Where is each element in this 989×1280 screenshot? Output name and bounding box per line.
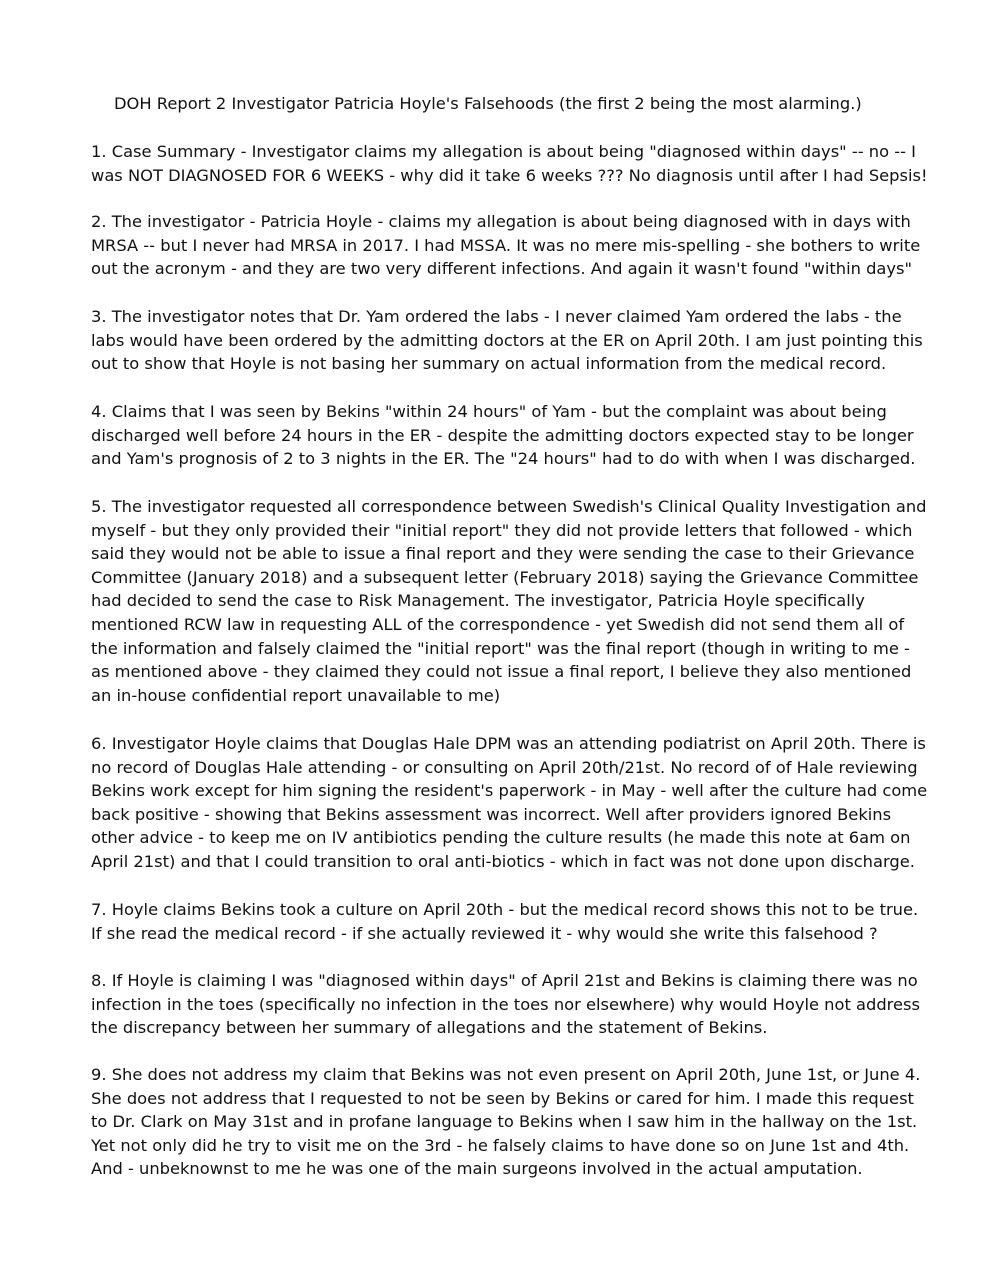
text-line: to Dr. Clark on May 31st and in profane language to Bekins when I saw him in the hallway on the 1st. — [91, 1112, 918, 1132]
document-title: DOH Report 2 Investigator Patricia Hoyle's Falsehoods (the first 2 being the most alarming.) — [114, 94, 862, 113]
paragraph-9 — [91, 1063, 921, 1181]
text-line: Committee (January 2018) and a subsequent letter (February 2018) saying the Grievance Committee — [91, 567, 919, 587]
paragraph-2 — [91, 210, 921, 281]
text-line: discharged well before 24 hours in the ER - despite the admitting doctors expected stay to be longer — [91, 425, 914, 445]
text-line: infection in the toes (specifically no infection in the toes nor elsewhere) why would Hoyle not address — [91, 994, 920, 1014]
text-line: 2. The investigator - Patricia Hoyle - claims my allegation is about being diagnosed with in days with — [91, 212, 911, 231]
paragraph-6 — [91, 732, 928, 874]
text-line: had decided to send the case to Risk Management. The investigator, Patricia Hoyle specifically — [91, 591, 865, 611]
text-line: MRSA -- but I never had MRSA in 2017. I had MSSA. It was no mere mis-spelling - she bothers to write — [91, 235, 921, 255]
text-line: the discrepancy between her summary of allegations and the statement of Bekins. — [91, 1018, 768, 1038]
text-line: 7. Hoyle claims Bekins took a culture on April 20th - but the medical record shows this not to be true. — [91, 900, 919, 919]
text-line: 3. The investigator notes that Dr. Yam ordered the labs - I never claimed Yam ordered the labs - the — [91, 307, 902, 326]
text-line: out the acronym - and they are two very different infections. And again it wasn't found "within days" — [91, 259, 913, 279]
paragraph-4 — [91, 400, 916, 471]
text-line: 5. The investigator requested all correspondence between Swedish's Clinical Quality Investigation and — [91, 497, 927, 516]
text-line: out to show that Hoyle is not basing her summary on actual information from the medical record. — [91, 354, 887, 374]
text-line: mentioned RCW law in requesting ALL of the correspondence - yet Swedish did not send them all of — [91, 614, 905, 634]
paragraph-1 — [91, 140, 928, 187]
text-line: She does not address that I requested to not be seen by Bekins or cared for him. I made this request — [91, 1088, 914, 1108]
text-line: said they would not be able to issue a final report and they were sending the case to their Grievance — [91, 544, 915, 564]
text-line: myself - but they only provided their "initial report" they did not provide letters that followed - which — [91, 520, 913, 540]
paragraph-5 — [91, 495, 927, 707]
text-line: Bekins work except for him signing the resident's paperwork - in May - well after the culture had come — [91, 781, 928, 801]
text-line: 6. Investigator Hoyle claims that Douglas Hale DPM was an attending podiatrist on April 20th. There is — [91, 734, 926, 753]
paragraph-8 — [91, 969, 920, 1040]
text-line: If she read the medical record - if she actually reviewed it - why would she write this falsehood ? — [91, 923, 878, 943]
text-line: the information and falsely claimed the "initial report" was the final report (though in writing to me - — [91, 638, 910, 658]
text-line: And - unbeknownst to me he was one of the main surgeons involved in the actual amputation. — [91, 1159, 863, 1179]
text-line: 8. If Hoyle is claiming I was "diagnosed within days" of April 21st and Bekins is claiming there was no — [91, 971, 918, 990]
text-line: Yet not only did he try to visit me on the 3rd - he falsely claims to have done so on June 1st and 4th. — [91, 1135, 910, 1155]
text-line: labs would have been ordered by the admitting doctors at the ER on April 20th. I am just pointing this — [91, 330, 923, 350]
text-line: 1. Case Summary - Investigator claims my allegation is about being "diagnosed within days" -- no -- I — [91, 142, 916, 161]
paragraph-7 — [91, 898, 919, 945]
text-line: April 21st) and that I could transition to oral anti-biotics - which in fact was not done upon discharge. — [91, 851, 915, 871]
text-line: no record of Douglas Hale attending - or consulting on April 20th/21st. No record of of Hale reviewing — [91, 757, 918, 777]
paragraph-3 — [91, 305, 923, 376]
text-line: and Yam's prognosis of 2 to 3 nights in the ER. The "24 hours" had to do with when I was discharged. — [91, 449, 916, 469]
text-line: 4. Claims that I was seen by Bekins "within 24 hours" of Yam - but the complaint was about being — [91, 402, 887, 421]
text-line: back positive - showing that Bekins assessment was incorrect. Well after providers ignored Bekins — [91, 804, 892, 824]
text-line: 9. She does not address my claim that Bekins was not even present on April 20th, June 1st, or June 4. — [91, 1065, 921, 1084]
text-line: other advice - to keep me on IV antibiotics pending the culture results (he made this note at 6am on — [91, 828, 911, 848]
text-line: was NOT DIAGNOSED FOR 6 WEEKS - why did it take 6 weeks ??? No diagnosis until after I had Sepsis! — [91, 165, 928, 185]
text-line: as mentioned above - they claimed they could not issue a final report, I believe they also mentioned — [91, 662, 912, 682]
text-line: an in-house confidential report unavailable to me) — [91, 685, 501, 705]
